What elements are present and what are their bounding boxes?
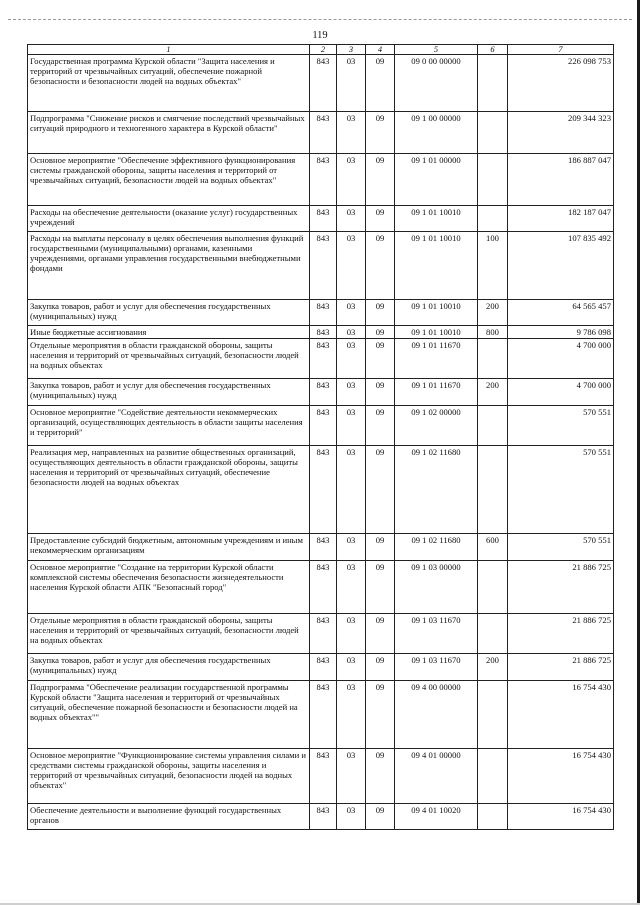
table-row: [28, 534, 614, 561]
cell-target-article: 09 1 01 10010: [395, 232, 478, 300]
cell-subsection: 09: [366, 206, 395, 232]
cell-subsection: 09: [366, 561, 395, 614]
cell-target-article: 09 4 01 00000: [395, 749, 478, 804]
cell-admin-code: 843: [310, 55, 337, 112]
cell-expense-type: 100: [478, 232, 508, 300]
cell-subsection: 09: [366, 55, 395, 112]
cell-name: Расходы на обеспечение деятельности (оказание услуг) государственных учреждений: [28, 206, 310, 232]
cell-name: Основное мероприятие "Функционирование системы управления силами и средствами системы гражданской обороны, защиты населения и территорий от чрезвычайных ситуаций, безопасности людей на водных объектах": [28, 749, 310, 804]
cell-admin-code: 843: [310, 326, 337, 339]
cell-admin-code: 843: [310, 154, 337, 206]
cell-admin-code: 843: [310, 561, 337, 614]
cell-subsection: 09: [366, 300, 395, 326]
cell-expense-type: [478, 804, 508, 830]
cell-target-article: 09 0 00 00000: [395, 55, 478, 112]
cell-name: Иные бюджетные ассигнования: [28, 326, 310, 339]
cell-amount: 21 886 725: [508, 654, 614, 681]
cell-target-article: 09 1 01 10010: [395, 206, 478, 232]
header-col-5: 5: [395, 45, 478, 55]
cell-amount: 570 551: [508, 534, 614, 561]
cell-expense-type: [478, 446, 508, 534]
cell-name: Отдельные мероприятия в области гражданской обороны, защиты населения и территорий от чрезвычайных ситуаций, безопасности людей на водных объектах: [28, 614, 310, 654]
cell-amount: 107 835 492: [508, 232, 614, 300]
cell-target-article: 09 1 01 10010: [395, 326, 478, 339]
cell-admin-code: 843: [310, 446, 337, 534]
cell-amount: 570 551: [508, 446, 614, 534]
cell-target-article: 09 1 03 11670: [395, 614, 478, 654]
cell-name: Предоставление субсидий бюджетным, автономным учреждениям и иным некоммерческим организациям: [28, 534, 310, 561]
cell-target-article: 09 1 02 11680: [395, 534, 478, 561]
cell-section: 03: [337, 326, 366, 339]
cell-section: 03: [337, 206, 366, 232]
cell-subsection: 09: [366, 681, 395, 749]
cell-expense-type: [478, 206, 508, 232]
cell-name: Закупка товаров, работ и услуг для обеспечения государственных (муниципальных) нужд: [28, 379, 310, 406]
cell-subsection: 09: [366, 804, 395, 830]
cell-target-article: 09 1 02 00000: [395, 406, 478, 446]
cell-section: 03: [337, 300, 366, 326]
table-row: [28, 681, 614, 749]
cell-expense-type: [478, 112, 508, 154]
cell-name: Закупка товаров, работ и услуг для обеспечения государственных (муниципальных) нужд: [28, 654, 310, 681]
cell-name: Подпрограмма "Снижение рисков и смягчение последствий чрезвычайных ситуаций природного и техногенного характера в Курской области": [28, 112, 310, 154]
cell-target-article: 09 1 02 11680: [395, 446, 478, 534]
cell-subsection: 09: [366, 406, 395, 446]
cell-amount: 16 754 430: [508, 749, 614, 804]
cell-section: 03: [337, 55, 366, 112]
cell-admin-code: 843: [310, 379, 337, 406]
cell-admin-code: 843: [310, 681, 337, 749]
table-row: [28, 561, 614, 614]
cell-subsection: 09: [366, 654, 395, 681]
header-col-4: 4: [366, 45, 395, 55]
cell-target-article: 09 1 01 00000: [395, 154, 478, 206]
cell-section: 03: [337, 232, 366, 300]
table-row: [28, 112, 614, 154]
cell-name: Обеспечение деятельности и выполнение функций государственных органов: [28, 804, 310, 830]
cell-section: 03: [337, 379, 366, 406]
cell-amount: 16 754 430: [508, 804, 614, 830]
table-row: [28, 55, 614, 112]
cell-subsection: 09: [366, 446, 395, 534]
table-row: [28, 406, 614, 446]
header-col-1: 1: [28, 45, 310, 55]
cell-name: Основное мероприятие "Обеспечение эффективного функционирования системы гражданской обороны, защиты населения и территорий от чрезвычайных ситуаций, безопасности людей на водных объектах": [28, 154, 310, 206]
cell-section: 03: [337, 614, 366, 654]
cell-expense-type: [478, 561, 508, 614]
cell-amount: 209 344 323: [508, 112, 614, 154]
cell-subsection: 09: [366, 534, 395, 561]
top-scan-rule: [8, 19, 632, 20]
table-row: [28, 300, 614, 326]
cell-section: 03: [337, 339, 366, 379]
cell-target-article: 09 1 01 11670: [395, 379, 478, 406]
cell-expense-type: [478, 154, 508, 206]
cell-name: Закупка товаров, работ и услуг для обеспечения государственных (муниципальных) нужд: [28, 300, 310, 326]
cell-expense-type: [478, 749, 508, 804]
cell-name: Основное мероприятие "Содействие деятельности некоммерческих организаций, осуществляющих деятельность в области защиты населения и территорий": [28, 406, 310, 446]
table-row: [28, 446, 614, 534]
cell-target-article: 09 1 01 11670: [395, 339, 478, 379]
page-number: 119: [312, 30, 328, 41]
header-col-2: 2: [310, 45, 337, 55]
cell-name: Отдельные мероприятия в области гражданской обороны, защиты населения и территорий от чрезвычайных ситуаций, безопасности людей на водных объектах: [28, 339, 310, 379]
cell-amount: 182 187 047: [508, 206, 614, 232]
cell-amount: 64 565 457: [508, 300, 614, 326]
cell-subsection: 09: [366, 232, 395, 300]
cell-subsection: 09: [366, 112, 395, 154]
table-row: [28, 654, 614, 681]
table-row: [28, 206, 614, 232]
cell-amount: 186 887 047: [508, 154, 614, 206]
table-row: [28, 614, 614, 654]
cell-expense-type: 200: [478, 654, 508, 681]
budget-table: [27, 44, 614, 830]
cell-name: Основное мероприятие "Создание на территории Курской области комплексной системы обеспечения безопасности жизнедеятельности населения Курской области АПК "Безопасный город": [28, 561, 310, 614]
header-col-6: 6: [478, 45, 508, 55]
cell-expense-type: [478, 55, 508, 112]
cell-admin-code: 843: [310, 406, 337, 446]
cell-section: 03: [337, 154, 366, 206]
cell-subsection: 09: [366, 749, 395, 804]
cell-section: 03: [337, 112, 366, 154]
cell-amount: 4 700 000: [508, 339, 614, 379]
cell-subsection: 09: [366, 326, 395, 339]
cell-expense-type: 800: [478, 326, 508, 339]
cell-admin-code: 843: [310, 804, 337, 830]
cell-amount: 21 886 725: [508, 561, 614, 614]
table-row: [28, 154, 614, 206]
cell-name: Реализация мер, направленных на развитие общественных организаций, осуществляющих деятельность в области гражданской обороны, защиты населения и территорий от чрезвычайных ситуаций, обеспечение безопасности людей на водных объектах: [28, 446, 310, 534]
table-row: [28, 379, 614, 406]
cell-expense-type: [478, 681, 508, 749]
cell-name: Подпрограмма "Обеспечение реализации государственной программы Курской области "Защита населения и территорий от чрезвычайных ситуаций, обеспечение пожарной безопасности и безопасности людей на водных объектах"": [28, 681, 310, 749]
cell-amount: 226 098 753: [508, 55, 614, 112]
cell-admin-code: 843: [310, 300, 337, 326]
cell-admin-code: 843: [310, 654, 337, 681]
cell-amount: 21 886 725: [508, 614, 614, 654]
cell-target-article: 09 1 03 00000: [395, 561, 478, 614]
cell-admin-code: 843: [310, 614, 337, 654]
cell-expense-type: [478, 614, 508, 654]
table-row: [28, 232, 614, 300]
cell-expense-type: [478, 406, 508, 446]
cell-section: 03: [337, 446, 366, 534]
cell-admin-code: 843: [310, 206, 337, 232]
cell-admin-code: 843: [310, 749, 337, 804]
table-header-row: [28, 45, 614, 55]
cell-amount: 9 786 098: [508, 326, 614, 339]
cell-target-article: 09 4 01 10020: [395, 804, 478, 830]
cell-section: 03: [337, 681, 366, 749]
table-row: [28, 804, 614, 830]
cell-subsection: 09: [366, 379, 395, 406]
table-row: [28, 749, 614, 804]
cell-expense-type: 200: [478, 300, 508, 326]
table-row: [28, 339, 614, 379]
cell-subsection: 09: [366, 339, 395, 379]
cell-expense-type: 200: [478, 379, 508, 406]
cell-subsection: 09: [366, 614, 395, 654]
header-col-3: 3: [337, 45, 366, 55]
cell-section: 03: [337, 561, 366, 614]
cell-amount: 4 700 000: [508, 379, 614, 406]
cell-amount: 570 551: [508, 406, 614, 446]
cell-target-article: 09 4 00 00000: [395, 681, 478, 749]
cell-admin-code: 843: [310, 232, 337, 300]
cell-target-article: 09 1 01 10010: [395, 300, 478, 326]
cell-target-article: 09 1 03 11670: [395, 654, 478, 681]
cell-expense-type: [478, 339, 508, 379]
header-col-7: 7: [508, 45, 614, 55]
cell-subsection: 09: [366, 154, 395, 206]
cell-name: Расходы на выплаты персоналу в целях обеспечения выполнения функций государственными (муниципальными) органами, казенными учреждениями, органами управления государственными внебюджетными фондами: [28, 232, 310, 300]
cell-target-article: 09 1 00 00000: [395, 112, 478, 154]
cell-section: 03: [337, 406, 366, 446]
cell-section: 03: [337, 654, 366, 681]
cell-section: 03: [337, 534, 366, 561]
cell-admin-code: 843: [310, 534, 337, 561]
table-row: [28, 326, 614, 339]
cell-admin-code: 843: [310, 339, 337, 379]
cell-amount: 16 754 430: [508, 681, 614, 749]
cell-section: 03: [337, 749, 366, 804]
cell-expense-type: 600: [478, 534, 508, 561]
cell-section: 03: [337, 804, 366, 830]
cell-name: Государственная программа Курской области "Защита населения и территорий от чрезвычайных ситуаций, обеспечение пожарной безопасности и безопасности людей на водных объектах": [28, 55, 310, 112]
cell-admin-code: 843: [310, 112, 337, 154]
